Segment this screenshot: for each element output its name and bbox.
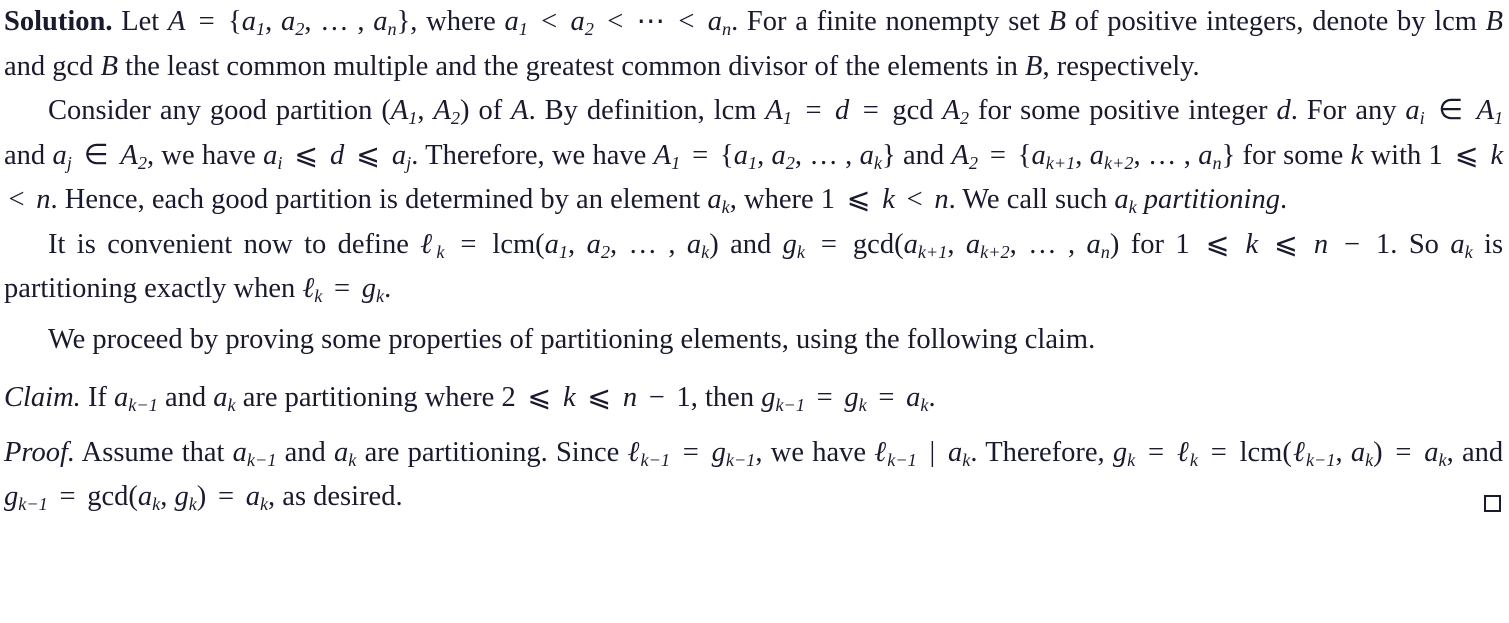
claim-label: Claim. bbox=[4, 382, 81, 413]
paragraph-proceed: We proceed by proving some properties of partitioning elements, using the following claim. bbox=[48, 323, 1096, 355]
paragraph-definitions: It is convenient now to define ℓ$_k$ = $lcm(a_1$, $a_2$, … , $a_k$) and $g_k = \gcd(a_{k+1}$, $a_{k+2}$, … , $a_n$) for 1 ⩽ k ⩽ n − 1. So $a_k$ is partitioning exactly when ℓ$_k$ = $g_k$. bbox=[4, 228, 1504, 307]
spacer bbox=[0, 421, 1509, 431]
proof-body: Proof. Assume that $a_{k-1}$ and $a_k$ are partitioning. Since ℓ$_{k-1}$ = $g_{k-1}$, we have ℓ$_{k-1}$ | $a_k$. Therefore, $g_k$ = ℓ$_k$ = lcm(ℓ$_{k-1}$, $a_k) = a_k$, and $g_{k-1} = \gcd(a_k$, $g_k) = a_k$, as desired. bbox=[4, 436, 1504, 515]
solution-label: Solution. bbox=[4, 6, 113, 37]
qed-box-icon bbox=[1484, 495, 1501, 512]
claim-statement: Claim. If $a_{k-1}$ and $a_k$ are partitioning where 2 ⩽ k ⩽ n − 1, then $g_{k-1} = g_k = a_k$. bbox=[4, 382, 936, 416]
paragraph-good-partition: Consider any good partition ($A_1$, $A_2$) of A. By definition, lcm $A_1 = d = \gcd A_2$ for some positive integer d. For any $a_i$ ∈ $A_1$ and $a_j$ ∈ $A_2$, we have $a_i$ ⩽ d ⩽ $a_j$. Therefore, we have $A_1 = \{a_1$, $a_2$, … , $a_k$} and $A_2 = \{a_{k+1}$, $a_{k+2}$, … , $a_n$} for some k with 1 ⩽ k < n. Hence, each good partition is determined by an element $a_k$, where 1 ⩽ k < n. We call such $a_k$ partitioning. bbox=[4, 95, 1504, 218]
proof-label: Proof. bbox=[4, 436, 75, 468]
paragraph-setup: Solution. Let $A = \{a_1$, $a_2$, … , $a_n$}, where $a_1 < a_2$ < ⋯ < $a_n$. For a finite nonempty set B of positive integers, denote by lcm B and gcd B the least common multiple and the greatest common divisor of the elements in B, respectively. bbox=[4, 6, 1504, 82]
spacer bbox=[0, 362, 1509, 376]
